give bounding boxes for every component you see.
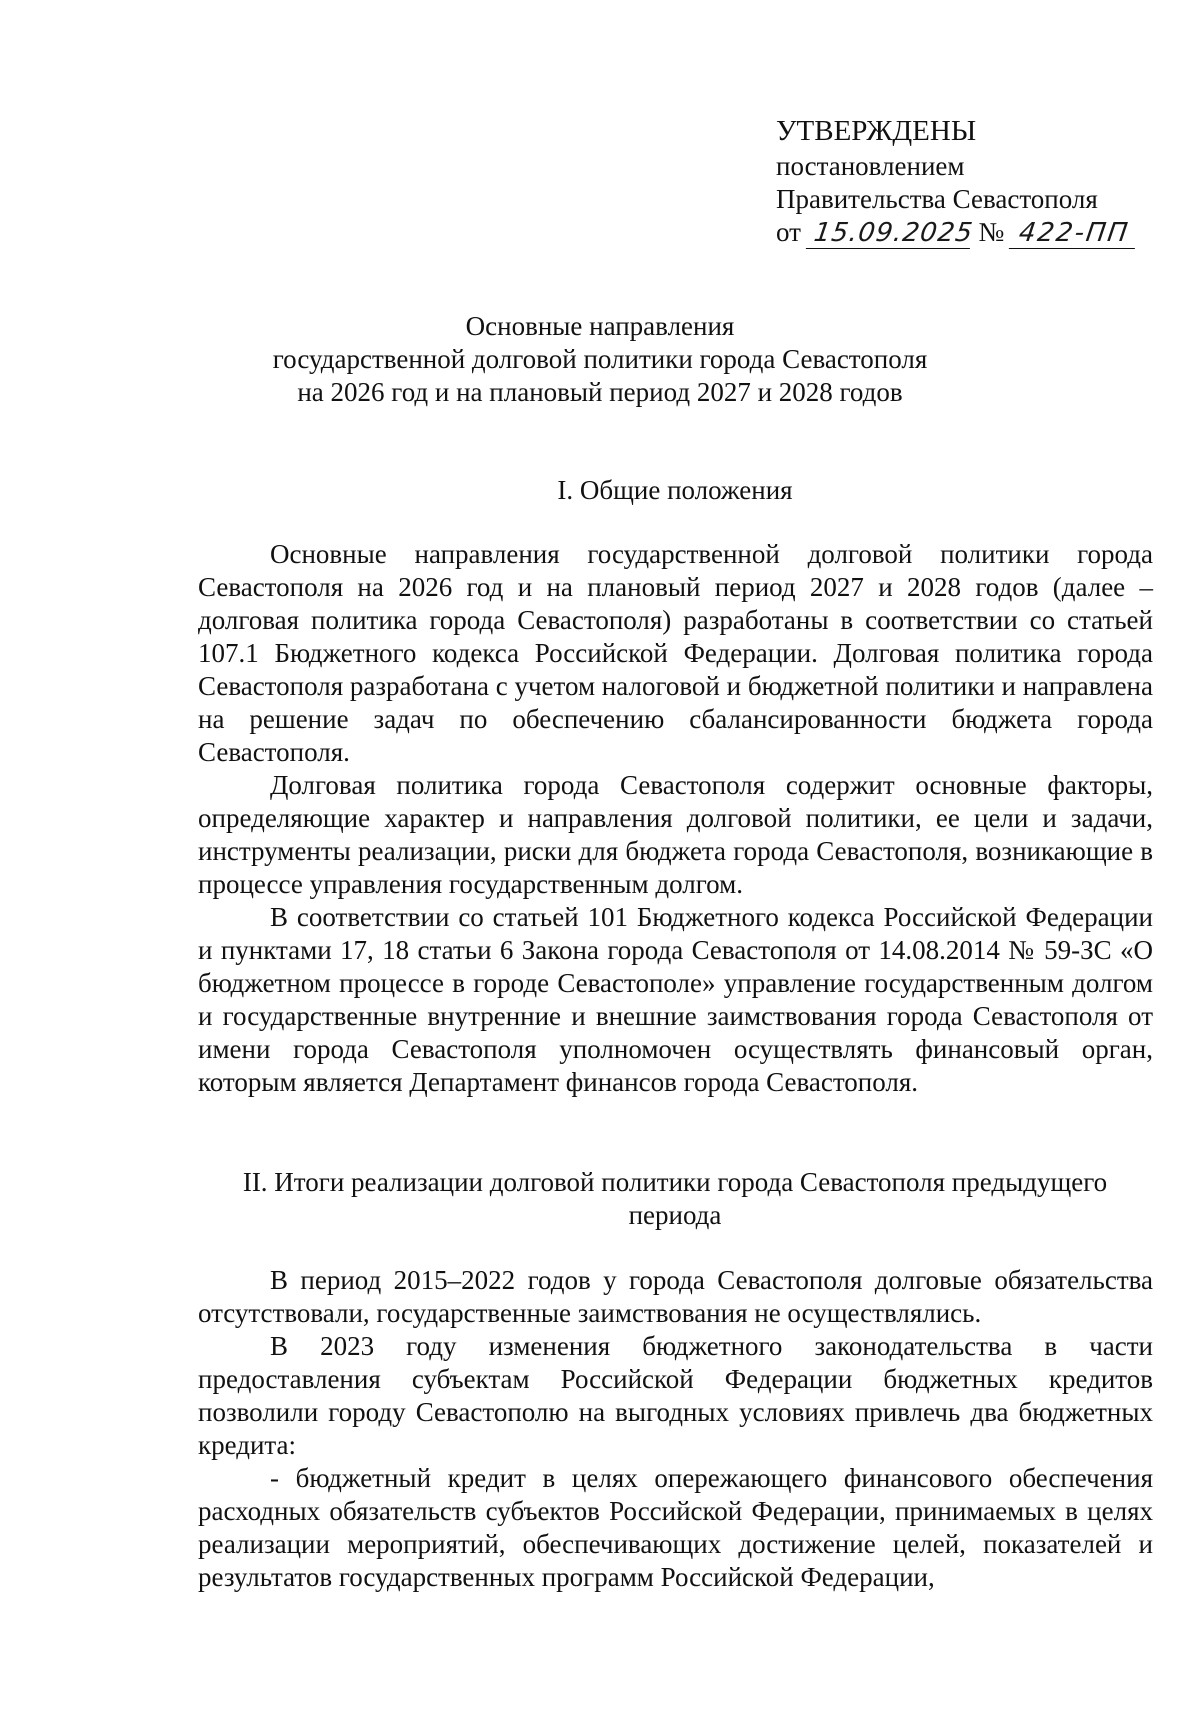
approval-heading: УТВЕРЖДЕНЫ: [776, 115, 977, 147]
handwritten-date: 15.09.2025: [806, 218, 974, 249]
section-heading-line-2: периода: [628, 1200, 722, 1230]
title-line-3: на 2026 год и на плановый период 2027 и 2028 годов: [297, 377, 903, 407]
section-body-general: [198, 538, 1153, 1099]
approval-stamp: [776, 112, 1156, 249]
paragraph: Основные направления государственной долговой политики города Севастополя на 2026 год и на плановый период 2027 и 2028 годов (далее – долговая политика города Севастополя) разработаны в соответствии со статьей 107.1 Бюджетного кодекса Российской Федерации. Долговая политика города Севастополя разработана с учетом налоговой и бюджетной политики и направлена на решение задач по обеспечению сбалансированности бюджета города Севастополя.: [198, 539, 1153, 767]
approval-date-number-line: [776, 216, 1156, 249]
paragraph: В период 2015–2022 годов у города Севастополя долговые обязательства отсутствовали, государственные заимствования не осуществлялись.: [198, 1265, 1153, 1328]
number-prefix: №: [978, 217, 1005, 247]
section-heading-line-1: II. Итоги реализации долговой политики города Севастополя предыдущего: [242, 1167, 1108, 1197]
date-prefix: от: [776, 217, 801, 247]
section-heading-general: I. Общие положения: [557, 475, 793, 505]
title-line-2: государственной долговой политики города Севастополя: [272, 344, 928, 374]
paragraph: В соответствии со статьей 101 Бюджетного кодекса Российской Федерации и пунктами 17, 18 статьи 6 Закона города Севастополя от 14.08.2014 № 59-ЗС «О бюджетном процессе в городе Севастополе» управление государственным долгом и государственные внутренние и внешние заимствования города Севастополя от имени города Севастополя уполномочен осуществлять финансовый орган, которым является Департамент финансов города Севастополя.: [198, 902, 1153, 1097]
approval-line-resolution: постановлением: [776, 151, 965, 181]
paragraph: Долговая политика города Севастополя содержит основные факторы, определяющие характер и направления долговой политики, ее цели и задачи, инструменты реализации, риски для бюджета города Севастополя, возникающие в процессе управления государственным долгом.: [198, 770, 1153, 899]
section-body-results: [198, 1264, 1153, 1594]
title-line-1: Основные направления: [465, 311, 735, 341]
document-title: [0, 310, 1200, 409]
approval-line-government: Правительства Севастополя: [776, 184, 1098, 214]
section-heading-results: [195, 1166, 1155, 1232]
handwritten-number: 422-ПП: [1009, 218, 1139, 249]
list-item: - бюджетный кредит в целях опережающего финансового обеспечения расходных обязательств субъектов Российской Федерации, принимаемых в целях реализации мероприятий, обеспечивающих достижение целей, показателей и результатов государственных программ Российской Федерации,: [198, 1463, 1153, 1592]
paragraph: В 2023 году изменения бюджетного законодательства в части предоставления субъектам Российской Федерации бюджетных кредитов позволили городу Севастополю на выгодных условиях привлечь два бюджетных кредита:: [198, 1331, 1153, 1460]
